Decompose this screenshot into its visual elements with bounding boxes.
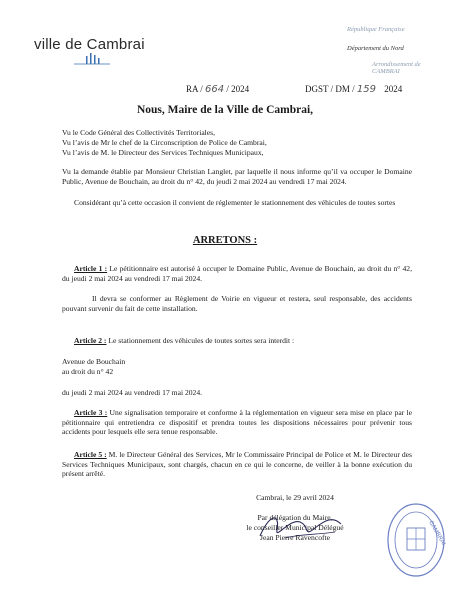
article-1-text: Le pétitionnaire est autorisé à occuper le Domaine Public, Avenue de Bouchain, au droit du n° 42, du jeudi 2 mai 2024 au vendredi 17 mai 2024. [62, 264, 413, 283]
article-2-text: Le stationnement des véhicules de toutes sortes sera interdit : [106, 336, 295, 345]
stamp-text: CAMBRAI [427, 520, 447, 547]
republic-label: République Française [347, 26, 405, 33]
official-stamp [385, 500, 447, 578]
ra-year: / 2024 [226, 84, 250, 94]
ra-prefix: RA / [186, 84, 203, 94]
ra-number: 664 [205, 84, 225, 95]
vu-line: Vu le Code Général des Collectivités Territoriales, [62, 128, 216, 137]
location-line: au droit du n° 42 [62, 367, 114, 376]
delegation-line: Par délégation du Maire, [257, 513, 333, 522]
place-date: Cambrai, le 29 avril 2024 [256, 493, 334, 502]
article-3-text: Une signalisation temporaire et conforme à la réglementation en vigueur sera mise en place par le pétitionnaire qui entretiendra ce dispositif et prendra toutes les dispositions nécessaires pour prévenir tous accidents pour lesquels elle sera tenue responsable. [62, 408, 412, 437]
location-line: Avenue de Bouchain [62, 357, 126, 366]
article-3-label: Article 3 : [74, 408, 108, 417]
article-2-label: Article 2 : [74, 336, 107, 345]
request-paragraph: Vu la demande établie par Monsieur Christian Langlet, par laquelle il nous informe qu’il va occuper le Domaine Public, Avenue de Bouchain, au droit du n° 42, du jeudi 2 mai 2024 au vendredi 17 mai 2024. [62, 167, 412, 186]
document-title: Nous, Maire de la Ville de Cambrai, [136, 104, 314, 116]
article-3 [62, 408, 412, 437]
ra-reference [186, 84, 249, 95]
city-logo-icon [72, 52, 112, 66]
dates-line: du jeudi 2 mai 2024 au vendredi 17 mai 2024. [62, 388, 203, 397]
vu-line: Vu l’avis de Mr le chef de la Circonscription de Police de Cambrai, [62, 138, 267, 147]
article-1-label: Article 1 : [74, 264, 108, 273]
arrondissement-label: Arrondissement de CAMBRAI [372, 61, 421, 75]
city-logo-text: ville de Cambrai [34, 36, 145, 53]
article-5-label: Article 5 : [74, 450, 107, 459]
article-5 [62, 450, 412, 479]
signatory-name: Jean Pierre Ravencofte [260, 533, 330, 542]
considering-paragraph: Considérant qu’à cette occasion il convient de réglementer le stationnement des véhicules de toutes sortes [74, 198, 396, 207]
article-2 [62, 336, 412, 346]
article-1-extra: Il devra se conformer au Règlement de Voirie en vigueur et restera, seul responsable, des accidents pouvant survenir du fait de cette installation. [62, 294, 412, 313]
vu-line: Vu l’avis de M. le Directeur des Services Techniques Municipaux, [62, 148, 264, 157]
signatory-role: le conseiller Municipal Délégué [246, 523, 344, 532]
dgst-year: 2024 [384, 84, 403, 94]
dgst-prefix: DGST / DM / [305, 84, 355, 94]
article-5-text: M. le Directeur Général des Services, Mr le Commissaire Principal de Police et M. le Directeur des Services Techniques Municipaux, sont chargés, chacun en ce qui le concerne, de veiller à la bonne exécution du présent arrêté. [62, 450, 413, 479]
dgst-reference [305, 84, 402, 95]
department-label: Département du Nord [347, 45, 404, 52]
handwritten-signature [255, 508, 345, 544]
dgst-number: 159 [356, 84, 376, 95]
article-1 [62, 264, 412, 283]
arretons-heading: ARRETONS : [192, 235, 258, 246]
